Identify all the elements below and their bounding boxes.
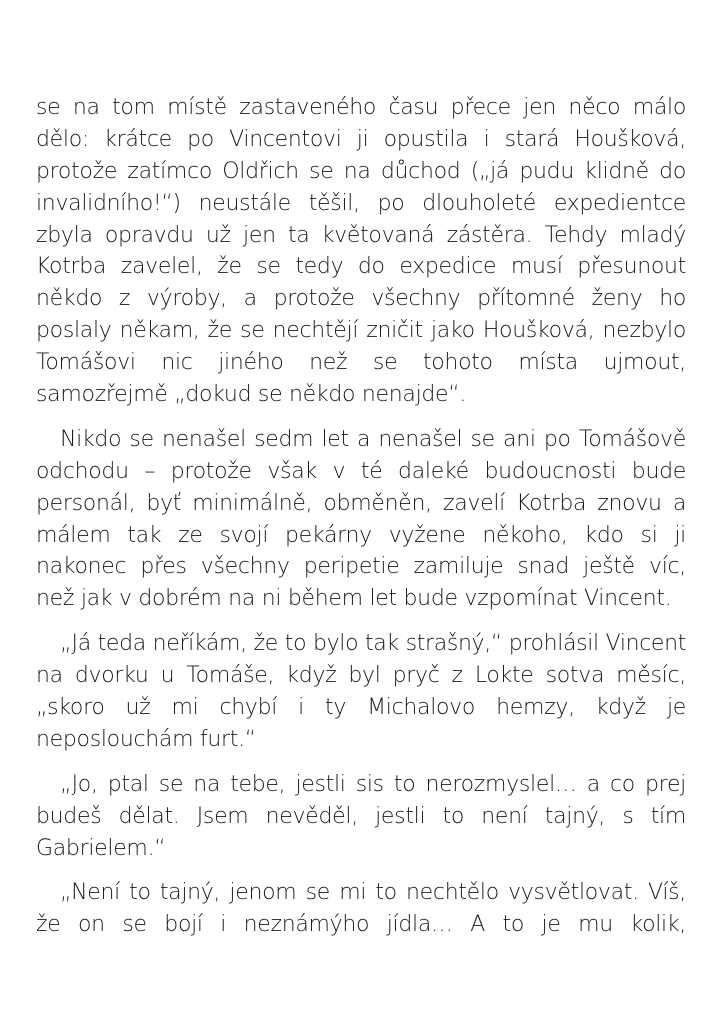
body-text <box>36 92 686 941</box>
text-line: samozřejmě „dokud se někdo nenajde“. <box>36 382 467 408</box>
text-line: Gabrielem.“ <box>36 835 166 861</box>
text-line: někdo z výroby, a protože všechny přítomné ženy ho <box>36 286 686 312</box>
text-line: dělo: krátce po Vincentovi ji opustila i stará Houšková, <box>36 126 686 152</box>
text-line: než jak v dobrém na ni během let bude vzpomínat Vincent. <box>36 586 672 612</box>
paragraph-4 <box>36 769 686 865</box>
text-line: personál, byť minimálně, obměněn, zavelí Kotrba znovu a <box>36 490 686 516</box>
text-line: se na tom místě zastaveného času přece jen něco málo <box>36 95 686 120</box>
text-line: málem tak ze svojí pekárny vyžene někoho, kdo si ji <box>36 522 686 548</box>
text-line: odchodu – protože však v té daleké budoucnosti bude <box>36 458 686 484</box>
text-line: „Jo, ptal se na tebe, jestli sis to nerozmyslel… a co prej <box>60 771 686 797</box>
text-line: Tomášovi nic jiného než se tohoto místa ujmout, <box>36 350 686 376</box>
text-line: Nikdo se nenašel sedm let a nenašel se ani po Tomášově <box>60 426 686 452</box>
text-line: budeš dělat. Jsem nevěděl, jestli to není tajný, s tím <box>36 803 686 829</box>
paragraph-5 <box>36 877 686 941</box>
text-line: na dvorku u Tomáše, když byl pryč z Lokte sotva měsíc, <box>36 663 686 689</box>
text-line: neposlouchám furt.“ <box>36 726 256 752</box>
text-line: že on se bojí i neznámýho jídla… A to je mu kolik, <box>36 912 686 938</box>
text-line: protože zatímco Oldřich se na důchod („já pudu klidně do <box>36 158 686 184</box>
paragraph-2 <box>36 424 686 615</box>
text-line: invalidního!“) neustále těšil, po dlouholeté expedientce <box>36 190 686 216</box>
paragraph-1 <box>36 92 686 411</box>
text-line: „skoro už mi chybí i ty Michalovo hemzy, když je <box>36 695 686 721</box>
text-line: „Není to tajný, jenom se mi to nechtělo vysvětlovat. Víš, <box>60 880 686 906</box>
text-line: poslaly někam, že se nechtějí zničit jako Houšková, nezbylo <box>36 318 686 344</box>
text-line: nakonec přes všechny peripetie zamiluje snad ještě víc, <box>36 554 686 580</box>
text-line: „Já teda neříkám, že to bylo tak strašný,“ prohlásil Vincent <box>60 631 686 657</box>
text-line: Kotrba zavelel, že se tedy do expedice musí přesunout <box>36 254 686 280</box>
paragraph-3 <box>36 628 686 756</box>
text-line: zbyla opravdu už jen ta květovaná zástěra. Tehdy mladý <box>36 222 686 248</box>
